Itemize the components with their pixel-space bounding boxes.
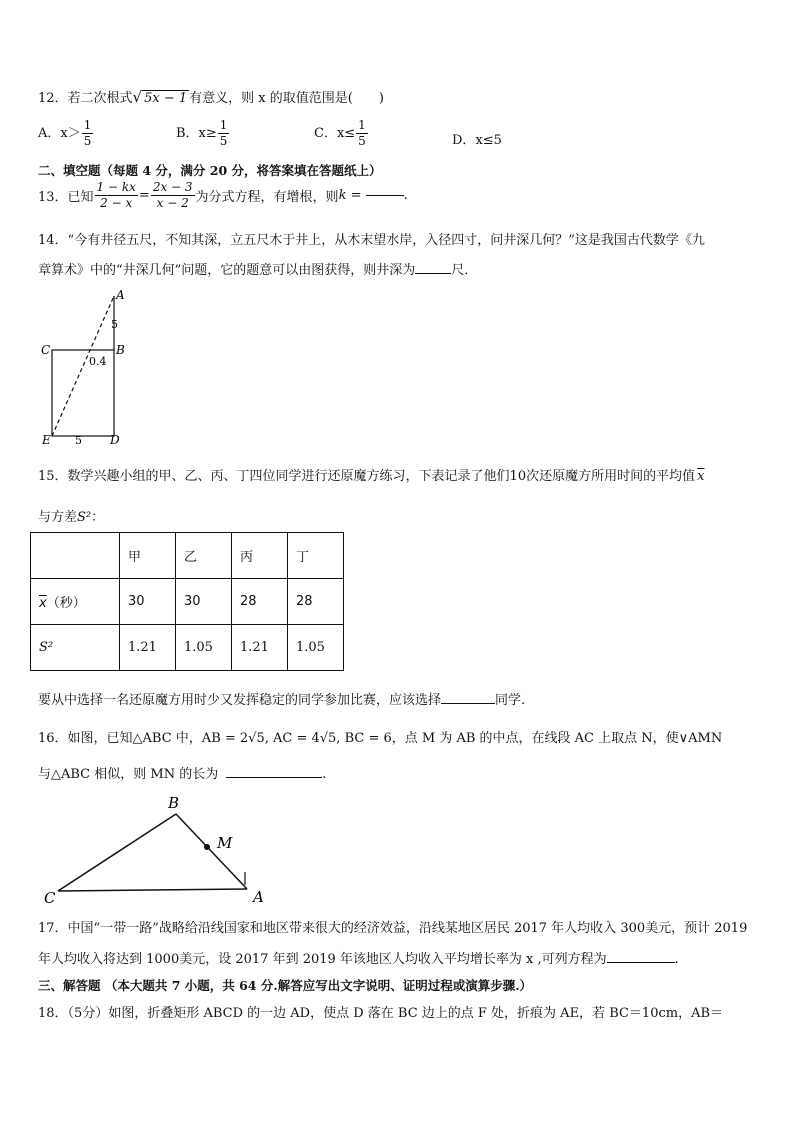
table-header-cell: 甲	[120, 533, 176, 579]
answer-blank[interactable]	[607, 962, 675, 963]
section3-heading: 三、解答题 （本大题共 7 小题，共 64 分.解答应写出文字说明、证明过程或演算步骤.）	[38, 978, 533, 993]
q12-rest: 有意义，则 x 的取值范围是(	[189, 91, 353, 106]
q17-line2	[38, 948, 679, 967]
length-ed-label: 5	[75, 434, 82, 447]
s2-symbol: S²	[77, 510, 92, 525]
option-prefix: A．x＞	[38, 126, 81, 141]
q15-line1-text: 15．数学兴趣小组的甲、乙、丙、丁四位同学进行还原魔方练习，下表记录了他们10次还原魔方所用时间的平均值	[38, 469, 696, 484]
table-header-cell: 丙	[232, 533, 288, 579]
vertex-a-label: A	[253, 888, 264, 904]
frac-den: 2 − x	[100, 196, 133, 210]
frac-den: 5	[358, 134, 366, 148]
fraction	[82, 118, 94, 149]
q12-number: 12．若二次根式	[38, 91, 133, 106]
table-header-cell: 乙	[176, 533, 232, 579]
option-prefix: D．	[452, 133, 476, 148]
triangle-figure	[36, 792, 276, 904]
option-text: x≤5	[475, 133, 502, 148]
q13-tail: 为分式方程，有增根，则	[195, 190, 339, 205]
xbar-symbol: $\overline{x}$	[697, 469, 705, 484]
point-d-label: D	[110, 433, 120, 447]
table-cell: 28	[288, 579, 344, 625]
q12-paren-close: )	[378, 91, 384, 106]
q16-line1: 16．如图，已知△ABC 中，AB = 2√5, AC = 4√5, BC = 6，点 M 为 AB 的中点，在线段 AC 上取点 N，使∨AMN	[38, 731, 723, 746]
table-cell: 1.05	[288, 625, 344, 671]
q15-line2	[38, 506, 104, 525]
xbar-symbol: $\overline{x}$	[39, 596, 47, 611]
length-inner-label: 0.4	[89, 355, 107, 368]
point-c-label: C	[41, 343, 51, 357]
unit-label: （秒）	[46, 596, 86, 611]
side-ca	[58, 889, 247, 891]
table-cell: 30	[176, 579, 232, 625]
row-label-variance: S²	[31, 625, 120, 671]
q14-line2	[38, 259, 477, 278]
q15-line2-text: 与方差	[38, 510, 78, 525]
q16-line2	[38, 763, 326, 782]
frac-den: x − 2	[156, 196, 189, 210]
q15-after-post: 同学.	[495, 693, 526, 708]
fraction	[218, 118, 230, 149]
vertex-c-label: C	[44, 889, 56, 904]
frac-num: 1	[358, 118, 366, 132]
side-cb	[58, 814, 176, 891]
q16-line2-post: .	[322, 767, 327, 782]
table-header-cell	[31, 533, 120, 579]
frac-den: 5	[219, 134, 228, 148]
point-b-label: B	[116, 343, 125, 357]
frac-den: 5	[83, 134, 92, 148]
option-prefix: C．x≤	[314, 126, 356, 141]
well-figure	[36, 286, 136, 448]
frac-num: 2x − 3	[152, 180, 193, 194]
row-label-mean	[31, 579, 120, 625]
q13-end: .	[403, 188, 408, 203]
q15-after	[38, 689, 525, 708]
q16-line2-pre: 与△ABC 相似，则 MN 的长为	[38, 767, 219, 782]
q13-eq2: =	[346, 188, 366, 203]
length-ab-label: 5	[111, 318, 118, 331]
answer-blank[interactable]	[441, 703, 495, 704]
table-row	[31, 625, 344, 671]
table-cell: 1.21	[232, 625, 288, 671]
table-header-cell: 丁	[288, 533, 344, 579]
point-e-label: E	[42, 433, 51, 447]
fraction	[356, 118, 368, 149]
q14-line1: 14．“今有井径五尺，不知其深，立五尺木于井上，从木末望水岸，入径四寸，问井深几何？”这是我国古代数学《九	[38, 233, 705, 248]
q15-after-pre: 要从中选择一名还原魔方用时少又发挥稳定的同学参加比赛，应该选择	[38, 693, 442, 708]
table-row	[31, 533, 344, 579]
q13-var: k	[338, 188, 347, 203]
side-ba	[176, 814, 247, 889]
answer-blank[interactable]	[415, 273, 451, 274]
q15-line1	[38, 465, 704, 484]
q12-option-c[interactable]	[314, 118, 369, 149]
q12-stem: 12．若二次根式√ 5x − 1 有意义，则 x 的取值范围是( )	[38, 88, 384, 106]
frac-num: 1 − kx	[96, 180, 136, 194]
frac-num: 1	[219, 118, 228, 132]
fraction	[95, 180, 138, 211]
fraction	[151, 180, 195, 211]
q17-line1: 17．中国“一带一路”战略给沿线国家和地区带来很大的经济效益，沿线某地区居民 2017 年人均收入 300美元，预计 2019	[38, 921, 748, 936]
q12-option-d[interactable]	[452, 129, 502, 148]
q14-line2-pre: 章算术》中的“井深几何”问题，它的题意可以由图获得，则井深为	[38, 263, 416, 278]
q12-option-b[interactable]	[176, 118, 230, 149]
point-m	[204, 844, 210, 850]
answer-blank[interactable]	[226, 777, 322, 778]
section2-heading: 二、填空题（每题 4 分，满分 20 分，将答案填在答题纸上）	[38, 163, 382, 178]
stats-table	[30, 532, 344, 671]
q12-radicand: 5x − 1	[144, 91, 188, 106]
vertex-m-label: M	[217, 834, 233, 852]
table-cell: 30	[120, 579, 176, 625]
point-a-label: A	[116, 288, 125, 302]
q17-line2-pre: 年人均收入将达到 1000美元，设 2017 年到 2019 年该地区人均收入平均增长率为 x ,可列方程为	[38, 952, 607, 967]
table-cell: 28	[232, 579, 288, 625]
q18-stem: 18．（5分）如图，折叠矩形 ABCD 的一边 AD，使点 D 落在 BC 边上的点 F 处，折痕为 AE，若 BC＝10cm，AB＝	[38, 1006, 724, 1021]
vertex-b-label: B	[168, 794, 180, 812]
q13-lead: 13．已知	[38, 190, 94, 205]
option-prefix: B．x≥	[176, 126, 217, 141]
frac-num: 1	[83, 118, 92, 132]
q14-line2-post: 尺．	[451, 263, 478, 278]
table-cell: 1.21	[120, 625, 176, 671]
q12-option-a[interactable]	[38, 118, 94, 149]
table-row	[31, 579, 344, 625]
table-cell: 1.05	[176, 625, 232, 671]
q13-stem	[38, 180, 408, 211]
q17-line2-post: .	[674, 952, 679, 967]
answer-blank[interactable]	[366, 195, 404, 196]
equals-sign: =	[138, 188, 150, 203]
q15-colon: ：	[91, 510, 105, 525]
